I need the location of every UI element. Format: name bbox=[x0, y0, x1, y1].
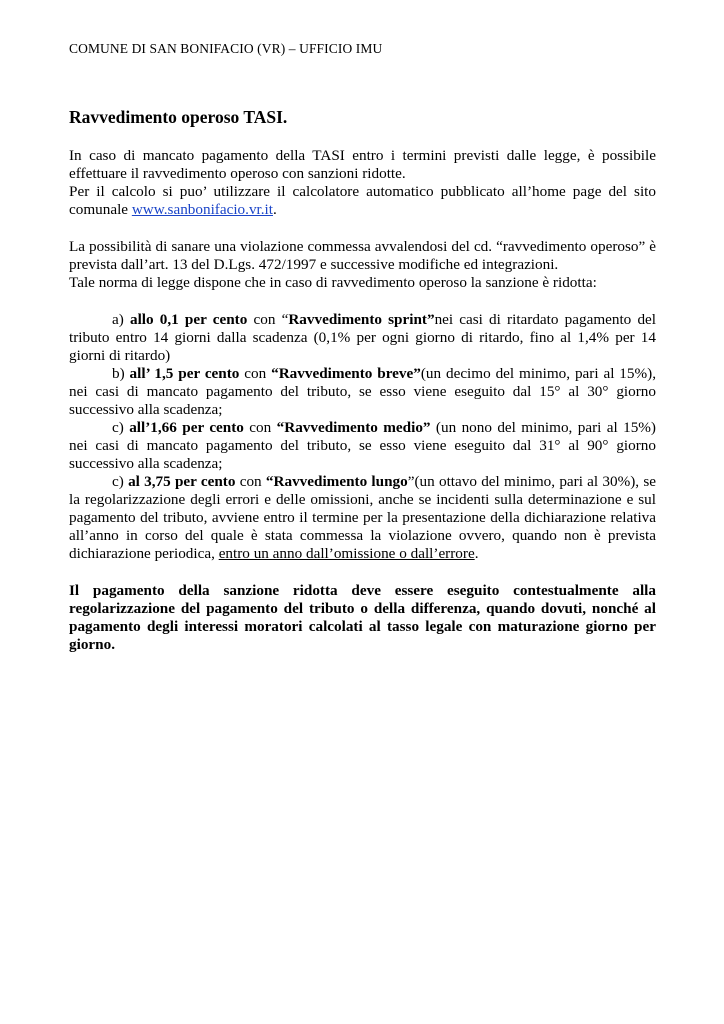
page-header: COMUNE DI SAN BONIFACIO (VR) – UFFICIO IMU bbox=[69, 41, 383, 56]
list-item bbox=[69, 473, 656, 563]
item-con: con bbox=[243, 419, 277, 436]
legal-basis-paragraph: La possibilità di sanare una violazione commessa avvalendosi del cd. “ravvedimento operoso” è prevista dall’art. 13 del D.Lgs. 472/1997 e successive modifiche ed integrazioni. bbox=[69, 238, 656, 273]
list-item bbox=[69, 365, 656, 419]
item-con: con bbox=[235, 473, 266, 490]
item-rate: all’1,66 per cento bbox=[129, 419, 244, 436]
legal-section bbox=[69, 238, 656, 292]
item-deadline: entro un anno dall’omissione o dall’errore bbox=[218, 545, 475, 562]
item-text: (un decimo del minimo, pari al 15%), nei casi di mancato pagamento del tributo, se esso viene eseguito dal 15° al 30° giorno successivo alla scadenza; bbox=[69, 365, 656, 418]
item-text: (un nono del minimo, pari al 15%) nei casi di mancato pagamento del tributo, se esso viene eseguito dal 31° al 90° giorno successivo alla scadenza; bbox=[69, 419, 656, 472]
list-item bbox=[69, 419, 656, 473]
conclusion-paragraph: Il pagamento della sanzione ridotta deve essere eseguito contestualmente alla regolarizzazione del pagamento del tributo o della differenza, quando dovuti, nonché al pagamento degli interessi moratori calcolati al tasso legale con maturazione giorno per giorno. bbox=[69, 582, 656, 653]
list-item bbox=[69, 311, 656, 365]
item-end: . bbox=[474, 545, 479, 562]
item-letter: a) bbox=[112, 311, 130, 328]
reductions-list bbox=[69, 311, 656, 563]
calculator-text: Per il calcolo si puo’ utilizzare il calcolatore automatico pubblicato all’home page del sito comunale bbox=[69, 183, 656, 218]
item-rate: al 3,75 per cento bbox=[128, 473, 236, 490]
reduction-intro-paragraph: Tale norma di legge dispone che in caso di ravvedimento operoso la sanzione è ridotta: bbox=[69, 274, 597, 291]
item-rate: all’ 1,5 per cento bbox=[129, 365, 240, 382]
item-name: “Ravvedimento lungo bbox=[265, 473, 408, 490]
item-con: con bbox=[239, 365, 272, 382]
item-text: ”(un ottavo del minimo, pari al 30%), se la regolarizzazione degli errori e delle omissioni, anche se incidenti sulla determinazione e sul pagamento del tributo, avviene entro il termine per la presentazione della dichiarazione relativa all’anno in corso del quale è stata commessa la violazione ovvero, quando non è prevista dichiarazione periodica, bbox=[69, 473, 656, 562]
calculator-end: . bbox=[273, 201, 277, 218]
calculator-paragraph bbox=[69, 183, 656, 219]
item-name: “Ravvedimento medio” bbox=[276, 419, 431, 436]
item-name: Ravvedimento sprint” bbox=[288, 311, 435, 328]
item-letter: b) bbox=[112, 365, 130, 382]
item-name: “Ravvedimento breve” bbox=[271, 365, 421, 382]
item-con: con “ bbox=[247, 311, 289, 328]
intro-paragraph: In caso di mancato pagamento della TASI entro i termini previsti dalle legge, è possibile effettuare il ravvedimento operoso con sanzioni ridotte. bbox=[69, 147, 656, 182]
document-title: Ravvedimento operoso TASI. bbox=[69, 107, 288, 127]
website-link[interactable]: www.sanbonifacio.vr.it bbox=[131, 201, 274, 218]
item-letter: c) bbox=[112, 419, 130, 436]
intro-section bbox=[69, 147, 656, 219]
item-letter: c) bbox=[112, 473, 129, 490]
item-rate: allo 0,1 per cento bbox=[129, 311, 248, 328]
item-text: nei casi di ritardato pagamento del tributo entro 14 giorni dalla scadenza (0,1% per ogni giorno di ritardo, fino al 1,4% per 14 giorni di ritardo) bbox=[69, 311, 656, 364]
